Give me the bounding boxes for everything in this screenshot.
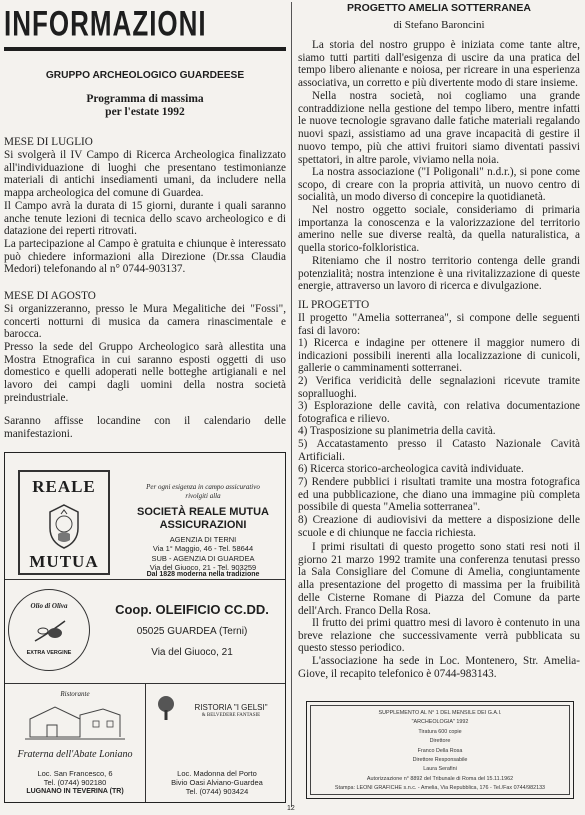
- project-paragraph-6: I primi risultati di questo progetto sono stati resi noti il giorno 21 marzo 1992 tramite una conferenza tenutasi presso la Sala Consigliare del Comune di Amelia, congiuntamente alla presentazione del progetto di massima per la fruibilità delle Cisterne Romane di Piazza del Comune da parte dell'Arch. Franco Della Rosa.: [298, 541, 580, 617]
- august-paragraph-1: Si organizzeranno, presso le Mura Megalitiche dei "Fossi", concerti notturni di musica da camera rinascimentale e barocca.: [4, 303, 286, 341]
- program-title-line2: per l'estate 1992: [105, 106, 185, 118]
- supplement-line: Stampa: LEONI GRAFICHE s.n.c. - Amelia, Via Repubblica, 176 - Tel./Fax 0744/982133: [334, 785, 546, 792]
- supplement-line: Laura Serafini: [423, 766, 457, 773]
- lion-emblem-icon: [44, 502, 84, 550]
- supplement-line: Direttore: [429, 738, 451, 745]
- restaurant-illustration-icon: [25, 701, 125, 741]
- fraterna-label: Ristorante: [60, 690, 90, 698]
- gelsi-address-2: Bivio Oasi Alviano-Guardea: [171, 778, 263, 787]
- program-title: [4, 93, 286, 119]
- july-paragraph-2: Il Campo avrà la durata di 15 giorni, durante i quali saranno anche tenute lezioni di tecnica dello scavo archeologico e di datazione dei reperti ritrovati.: [4, 200, 286, 238]
- supplement-line: Direttore Responsabile: [412, 757, 468, 764]
- fraterna-phone: Tel. (0744) 902180: [43, 778, 107, 787]
- supplement-box: [306, 701, 574, 799]
- supplement-line: Autorizzazione n° 8892 del Tribunale di Roma del 15.11.1962: [366, 775, 514, 782]
- reale-since: Dal 1828 moderna nella tradizione: [146, 571, 260, 578]
- reale-mutua-logo: REALE MUTUA: [18, 470, 110, 575]
- oleificio-logo: Olio di Oliva EXTRA VERGINE: [8, 589, 90, 671]
- olive-branch-icon: [31, 615, 69, 647]
- gelsi-address-1: Loc. Madonna del Porto: [177, 769, 257, 778]
- project-intro: Il progetto "Amelia sotterranea", si compone delle seguenti fasi di lavoro:: [298, 312, 580, 337]
- reale-tagline-1: Per ogni esigenza in campo assicurativo: [146, 483, 260, 491]
- reale-company-name: SOCIETÀ REALE MUTUA: [137, 506, 269, 518]
- gelsi-sub: & BELVEDERE FANTASIE: [201, 713, 261, 718]
- project-step-4: 4) Trasposizione su planimetria della cavità.: [298, 425, 496, 437]
- july-heading: MESE DI LUGLIO: [4, 136, 93, 148]
- project-step-2: 2) Verifica veridicità delle segnalazioni ricevute tramite sopralluoghi.: [298, 375, 580, 400]
- advertisements-box: [4, 452, 286, 803]
- project-paragraph-4: Nel nostro oggetto sociale, consideriamo di primaria importanza la conoscenza e la valorizzazione del territorio amerino nelle sue diverse realtà, da quella naturalistica, a quella storico-folkloristica.: [298, 204, 580, 255]
- supplement-line: Franco Della Rosa: [417, 747, 463, 754]
- august-heading: MESE DI AGOSTO: [4, 290, 96, 302]
- august-paragraph-3: Saranno affisse locandine con il calendario delle manifestazioni.: [4, 415, 286, 440]
- tree-icon: [155, 695, 177, 721]
- project-author: di Stefano Baroncini: [393, 19, 485, 31]
- project-step-3: 3) Esplorazione delle cavità, con relativa documentazione fotografica e rilievo.: [298, 400, 580, 425]
- project-title: PROGETTO AMELIA SOTTERRANEA: [347, 2, 531, 14]
- oleificio-street: Via del Giuoco, 21: [151, 647, 233, 658]
- project-step-6: 6) Ricerca storico-archeologica cavità individuate.: [298, 463, 524, 475]
- group-title: GRUPPO ARCHEOLOGICO GUARDEESE: [45, 70, 245, 81]
- july-paragraph-1: Si svolgerà il IV Campo di Ricerca Archeologica finalizzato all'individuazione di luoghi che presentano testimonianze materiali di antichi insediamenti umani, da includere nella mappa archeologica del comune di Guardea.: [4, 149, 286, 200]
- project-paragraph-1: La storia del nostro gruppo è iniziata come tante altre, siamo tutti partiti dall'esigenza di uscire da una pratica del tempo libero alienante e noiosa, per ricreare in una esperienza associativa, un corretto e più divertente modo di stare insieme.: [298, 39, 580, 90]
- page-title: INFORMAZIONI: [4, 3, 207, 44]
- supplement-line: SUPPLEMENTO AL N° 1 DEL MENSILE DEI G.A.I.: [378, 710, 502, 716]
- project-paragraph-8: L'associazione ha sede in Loc. Montenero, Str. Amelia-Giove, il recapito telefonico è 0744-983143.: [298, 655, 580, 680]
- project-paragraph-5: Riteniamo che il nostro territorio contenga delle grandi potenzialità; nostra intenzione è una rivitalizzazione di queste energie, attraverso un lavoro di ricerca e divulgazione.: [298, 255, 580, 293]
- august-paragraph-2: Presso la sede del Gruppo Archeologico sarà allestita una Mostra Etnografica in cui saranno esposti oggetti di uso domestico e quelli adoperati nelle botteghe artigianali e nel lavoro dei campi dagli uomini della nostra società preindustriale.: [4, 341, 286, 404]
- program-title-line1: Programma di massima: [86, 93, 204, 105]
- page-number: 12: [287, 805, 295, 812]
- reale-agency: AGENZIA DI TERNI: [169, 535, 237, 544]
- project-paragraph-7: Il frutto dei primi quattro mesi di lavoro è contenuto in una breve relazione che successivamente verrà pubblicata su questo stesso periodico.: [298, 617, 580, 655]
- supplement-line: "ARCHEOLOGIA" 1992: [411, 719, 469, 726]
- fraterna-town: LUGNANO IN TEVERINA (TR): [26, 788, 124, 795]
- fraterna-name: Fraterna dell'Abate Loniano: [17, 749, 133, 760]
- project-paragraph-3: La nostra associazione ("I Poligonali" n.d.r.), si pone come scopo, di creare con la propria attività, un nuovo centro di socialità, un modo diverso di concepire la quotidianetà.: [298, 166, 580, 204]
- project-step-8: 8) Creazione di audiovisivi da mettere a disposizione delle scuole e di chiunque ne faccia richiesta.: [298, 514, 580, 539]
- project-heading: IL PROGETTO: [298, 299, 370, 311]
- gelsi-phone: Tel. (0744) 903424: [185, 787, 249, 796]
- reale-agency-address: Via 1° Maggio, 46 - Tel. 58644: [152, 544, 254, 553]
- reale-sub-agency-address: Via del Giuoco, 21 - Tel. 903259: [149, 563, 257, 572]
- july-paragraph-3: La partecipazione al Campo è gratuita e chiunque è interessato può chiedere informazioni alla Direzione (Dr.ssa Claudia Medori) telefonando al n° 0744-903137.: [4, 238, 286, 276]
- project-step-5: 5) Accatastamento presso il Catasto Nazionale Cavità Artificiali.: [298, 438, 580, 463]
- reale-sub-agency: SUB - AGENZIA DI GUARDEA: [151, 554, 255, 563]
- title-rule: [4, 47, 286, 51]
- column-divider: [291, 2, 292, 807]
- oleificio-name: Coop. OLEIFICIO CC.DD.: [115, 602, 269, 617]
- reale-company-subtitle: ASSICURAZIONI: [159, 519, 247, 531]
- project-step-7: 7) Rendere pubblici i risultati tramite una mostra fotografica ed una pubblicazione, che diano una immagine più completa possibile di questa "Amelia sotterranea".: [298, 476, 580, 514]
- reale-tagline-2: rivolgiti alla: [185, 492, 221, 500]
- project-step-1: 1) Ricerca e indagine per ottenere il maggior numero di indicazioni possibili inerenti alla localizzazione di cunicoli, gallerie o camminamenti sotterranei.: [298, 337, 580, 375]
- project-paragraph-2: Nella nostra società, noi cogliamo una grande contraddizione nella gestione del tempo libero, mentre infatti le nuove tecnologie sgravano dalle fatiche materiali regalando nuovi spazi, assistiamo ad una grave incapacità di gestire il nuovo tempo, più che attivi fruitori siamo diventati passivi spettatori, in altre parole, viviamo nella noia.: [298, 90, 580, 166]
- fraterna-address: Loc. San Francesco, 6: [37, 769, 113, 778]
- oleificio-city: 05025 GUARDEA (Terni): [136, 626, 248, 637]
- gelsi-name: RISTORIA "I GELSI": [194, 703, 268, 712]
- supplement-line: Tiratura 600 copie: [418, 728, 462, 735]
